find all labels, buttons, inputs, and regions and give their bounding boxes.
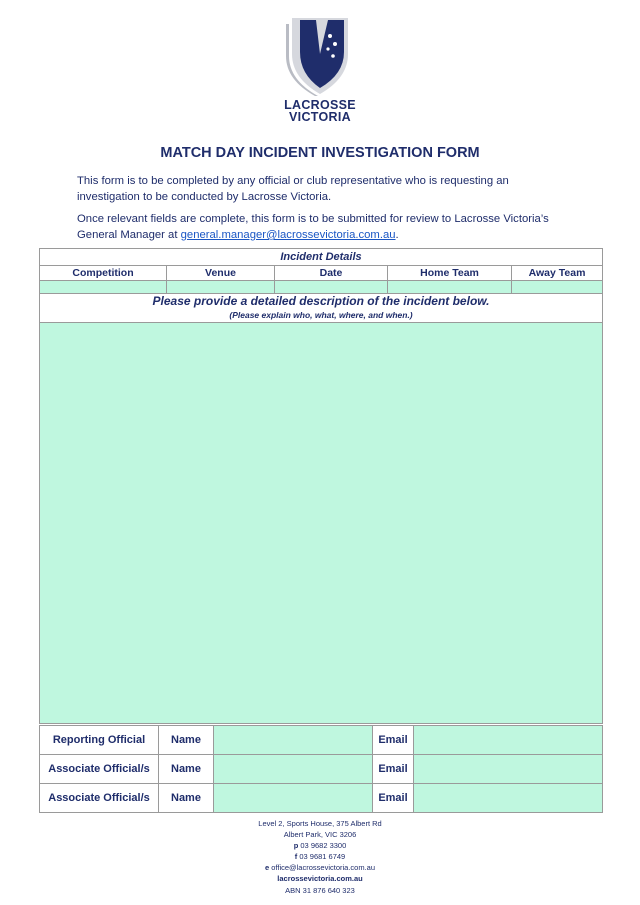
- competition-field[interactable]: [40, 281, 167, 294]
- officials-table: [39, 725, 603, 813]
- footer-contact: [0, 818, 640, 896]
- email-label: Email: [373, 726, 414, 755]
- table-row: [40, 726, 603, 755]
- official-role: Associate Official/s: [40, 755, 159, 784]
- name-label: Name: [159, 784, 214, 813]
- intro-end: .: [395, 229, 399, 241]
- footer-abn: ABN 31 876 640 323: [285, 885, 355, 895]
- associate-official-2-email-field[interactable]: [414, 784, 603, 813]
- associate-official-2-name-field[interactable]: [214, 784, 373, 813]
- official-role: Reporting Official: [40, 726, 159, 755]
- name-label: Name: [159, 726, 214, 755]
- description-prompt-subtext: (Please explain who, what, where, and when.): [229, 310, 413, 320]
- footer-website: [0, 873, 640, 884]
- logo-wordmark-line2: VICTORIA: [289, 110, 351, 124]
- phone-value: 03 9682 3300: [300, 841, 347, 851]
- intro-text: Once relevant fields are complete, this form is to be submitted for review to Lacrosse Victoria’s General Manager at: [77, 213, 549, 241]
- associate-official-1-email-field[interactable]: [414, 755, 603, 784]
- email-value[interactable]: office@lacrossevictoria.com.au: [271, 863, 376, 873]
- incident-description-field[interactable]: [40, 323, 603, 724]
- reporting-official-name-field[interactable]: [214, 726, 373, 755]
- footer-address-line2: Albert Park, VIC 3206: [283, 830, 357, 840]
- logo-wordmark-line1: LACROSSE: [284, 98, 356, 112]
- general-manager-email-link[interactable]: general.manager@lacrossevictoria.com.au: [180, 229, 396, 241]
- website-link[interactable]: lacrossevictoria.com.au: [277, 874, 363, 884]
- incident-details-header: Incident Details: [40, 249, 603, 266]
- footer-fax: [0, 851, 640, 862]
- fax-value: 03 9681 6749: [299, 852, 346, 862]
- description-prompt: [40, 294, 603, 323]
- column-header-date: Date: [275, 266, 388, 281]
- email-label: Email: [373, 784, 414, 813]
- table-row: [40, 784, 603, 813]
- official-role: Associate Official/s: [40, 784, 159, 813]
- venue-field[interactable]: [167, 281, 275, 294]
- email-label: Email: [373, 755, 414, 784]
- column-header-venue: Venue: [167, 266, 275, 281]
- intro-paragraph-1: This form is to be completed by any official or club representative who is requesting an investigation to be conducted by Lacrosse Victoria.: [77, 175, 509, 203]
- description-prompt-text: Please provide a detailed description of the incident below.: [152, 294, 490, 308]
- footer-phone: [0, 840, 640, 851]
- name-label: Name: [159, 755, 214, 784]
- away-team-field[interactable]: [512, 281, 603, 294]
- intro-paragraph-2: [77, 211, 567, 243]
- column-header-competition: Competition: [40, 266, 167, 281]
- email-label: e: [264, 863, 270, 873]
- shield-icon: [286, 14, 354, 96]
- form-title: MATCH DAY INCIDENT INVESTIGATION FORM: [160, 145, 480, 161]
- footer-email: [0, 862, 640, 873]
- column-header-away-team: Away Team: [512, 266, 603, 281]
- home-team-field[interactable]: [388, 281, 512, 294]
- reporting-official-email-field[interactable]: [414, 726, 603, 755]
- lacrosse-victoria-logo: [277, 14, 363, 124]
- date-field[interactable]: [275, 281, 388, 294]
- footer-address-line1: Level 2, Sports House, 375 Albert Rd: [258, 819, 382, 828]
- fax-label: f: [294, 852, 298, 862]
- column-header-home-team: Home Team: [388, 266, 512, 281]
- table-row: [40, 755, 603, 784]
- phone-label: p: [293, 841, 299, 851]
- associate-official-1-name-field[interactable]: [214, 755, 373, 784]
- incident-details-table: [39, 248, 603, 724]
